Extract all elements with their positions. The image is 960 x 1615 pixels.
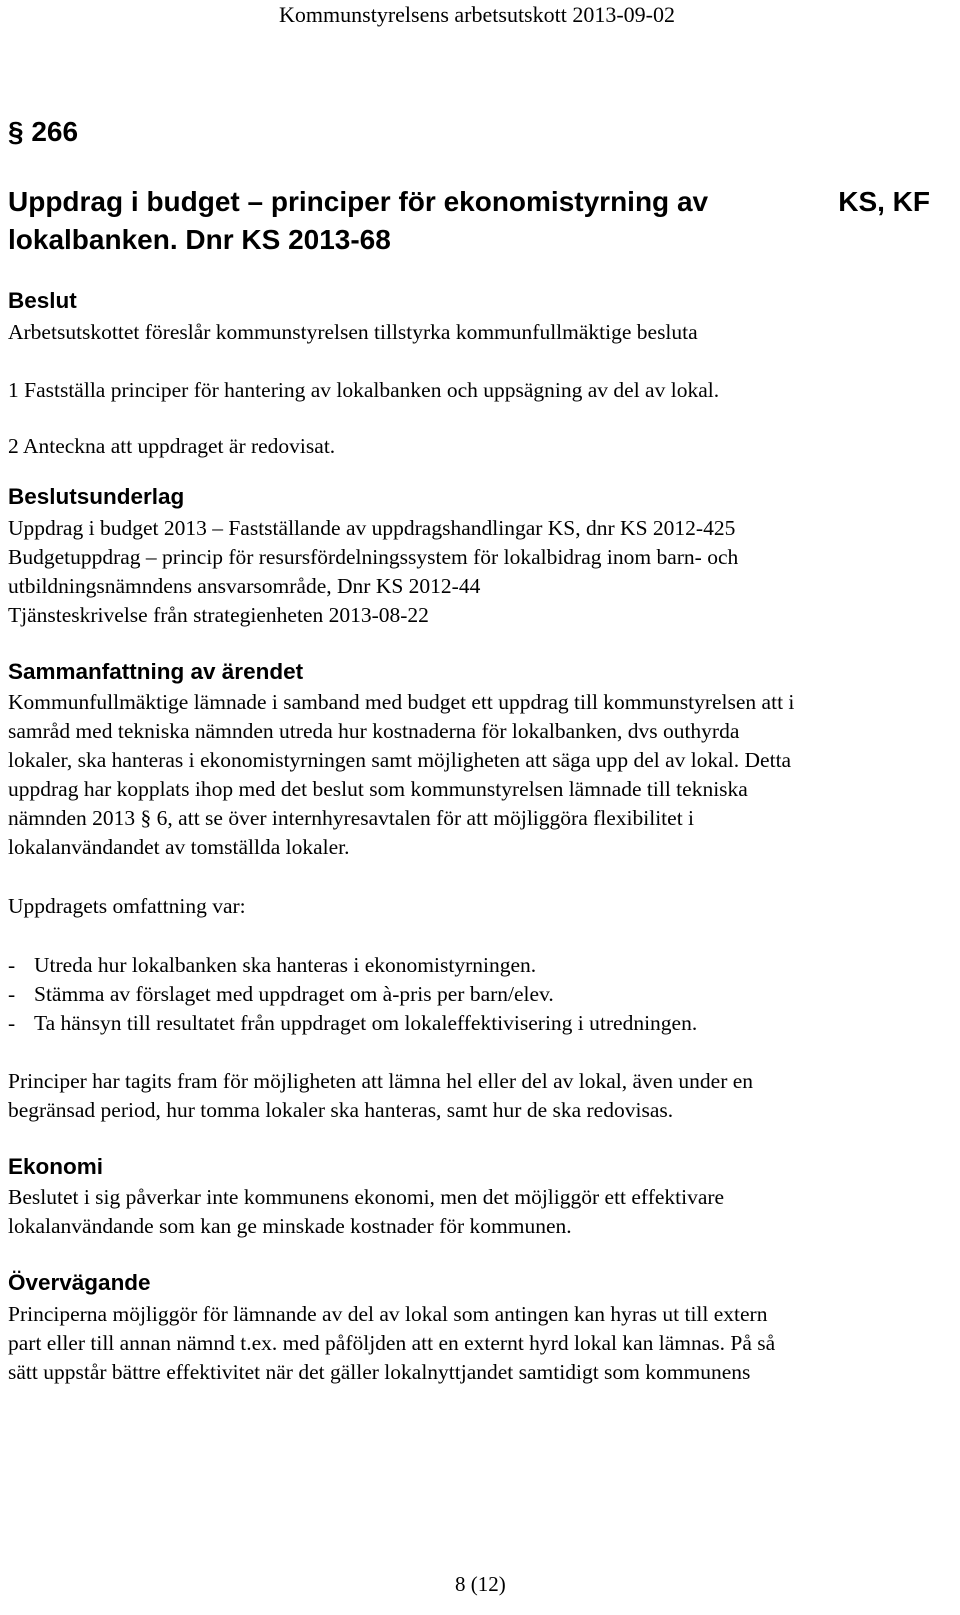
ekonomi-heading: Ekonomi: [8, 1154, 104, 1179]
scope-bullet: -: [8, 1011, 16, 1035]
sammanfattning-line-3: lokaler, ska hanteras i ekonomistyrningen samt möjligheten att säga upp del av lokal. Detta: [8, 748, 792, 772]
beslut-item-1: 1 Fastställa principer för hantering av lokalbanken och uppsägning av del av lokal.: [8, 378, 720, 402]
beslut-item-2: 2 Anteckna att uppdraget är redovisat.: [8, 434, 336, 458]
overvagande-line-3: sätt uppstår bättre effektivitet när det gäller lokalnyttjandet samtidigt som kommunens: [8, 1360, 751, 1384]
sammanfattning-line-4: uppdrag har kopplats ihop med det beslut som kommunstyrelsen lämnade till tekniska: [8, 777, 748, 801]
principles-line-1: Principer har tagits fram för möjligheten att lämna hel eller del av lokal, även under en: [8, 1069, 754, 1093]
ekonomi-line-2: lokalanvändande som kan ge minskade kostnader för kommunen.: [8, 1214, 572, 1238]
sammanfattning-line-6: lokalanvändandet av tomställda lokaler.: [8, 835, 350, 859]
scope-item-text: Utreda hur lokalbanken ska hanteras i ekonomistyrningen.: [34, 953, 537, 977]
overvagande-line-2: part eller till annan nämnd t.ex. med påföljden att en externt hyrd lokal kan lämnas. På så: [8, 1331, 776, 1355]
section-symbol: §: [8, 116, 24, 147]
scope-item-2: [8, 982, 554, 1007]
title-line-2: lokalbanken. Dnr KS 2013-68: [8, 224, 391, 255]
overvagande-line-1: Principerna möjliggör för lämnande av del av lokal som antingen kan hyras ut till extern: [8, 1302, 768, 1326]
scope-intro: Uppdragets omfattning var:: [8, 894, 246, 918]
beslutsunderlag-line-2: Budgetuppdrag – princip för resursfördelningssystem för lokalbidrag inom barn- och: [8, 545, 739, 569]
section-number: [8, 116, 78, 148]
page-number: 8 (12): [455, 1572, 506, 1596]
beslutsunderlag-line-3: utbildningsnämndens ansvarsområde, Dnr KS 2012-44: [8, 574, 481, 598]
beslut-heading: Beslut: [8, 288, 77, 313]
scope-bullet: -: [8, 953, 16, 977]
title-recipients: KS, KF: [838, 186, 930, 217]
title-line-1: Uppdrag i budget – principer för ekonomistyrning av: [8, 186, 709, 217]
sammanfattning-line-5: nämnden 2013 § 6, att se över internhyresavtalen för att möjliggöra flexibilitet i: [8, 806, 695, 830]
overvagande-heading: Övervägande: [8, 1270, 151, 1295]
scope-item-text: Ta hänsyn till resultatet från uppdraget om lokaleffektivisering i utredningen.: [34, 1011, 698, 1035]
beslutsunderlag-line-4: Tjänsteskrivelse från strategienheten 2013-08-22: [8, 603, 429, 627]
scope-bullet: -: [8, 982, 16, 1006]
ekonomi-line-1: Beslutet i sig påverkar inte kommunens ekonomi, men det möjliggör ett effektivare: [8, 1185, 725, 1209]
running-header: Kommunstyrelsens arbetsutskott 2013-09-02: [279, 2, 675, 27]
scope-item-1: [8, 953, 536, 978]
sammanfattning-line-1: Kommunfullmäktige lämnade i samband med budget ett uppdrag till kommunstyrelsen att i: [8, 690, 795, 714]
beslutsunderlag-line-1: Uppdrag i budget 2013 – Fastställande av uppdragshandlingar KS, dnr KS 2012-425: [8, 516, 736, 540]
sammanfattning-heading: Sammanfattning av ärendet: [8, 659, 304, 684]
beslutsunderlag-heading: Beslutsunderlag: [8, 484, 185, 509]
principles-line-2: begränsad period, hur tomma lokaler ska hanteras, samt hur de ska redovisas.: [8, 1098, 674, 1122]
scope-item-text: Stämma av förslaget med uppdraget om à-pris per barn/elev.: [34, 982, 554, 1006]
sammanfattning-line-2: samråd med tekniska nämnden utreda hur kostnaderna för lokalbanken, dvs outhyrda: [8, 719, 740, 743]
beslut-intro: Arbetsutskottet föreslår kommunstyrelsen tillstyrka kommunfullmäktige besluta: [8, 320, 698, 344]
scope-item-3: [8, 1011, 697, 1036]
section-number-value: 266: [31, 116, 79, 147]
